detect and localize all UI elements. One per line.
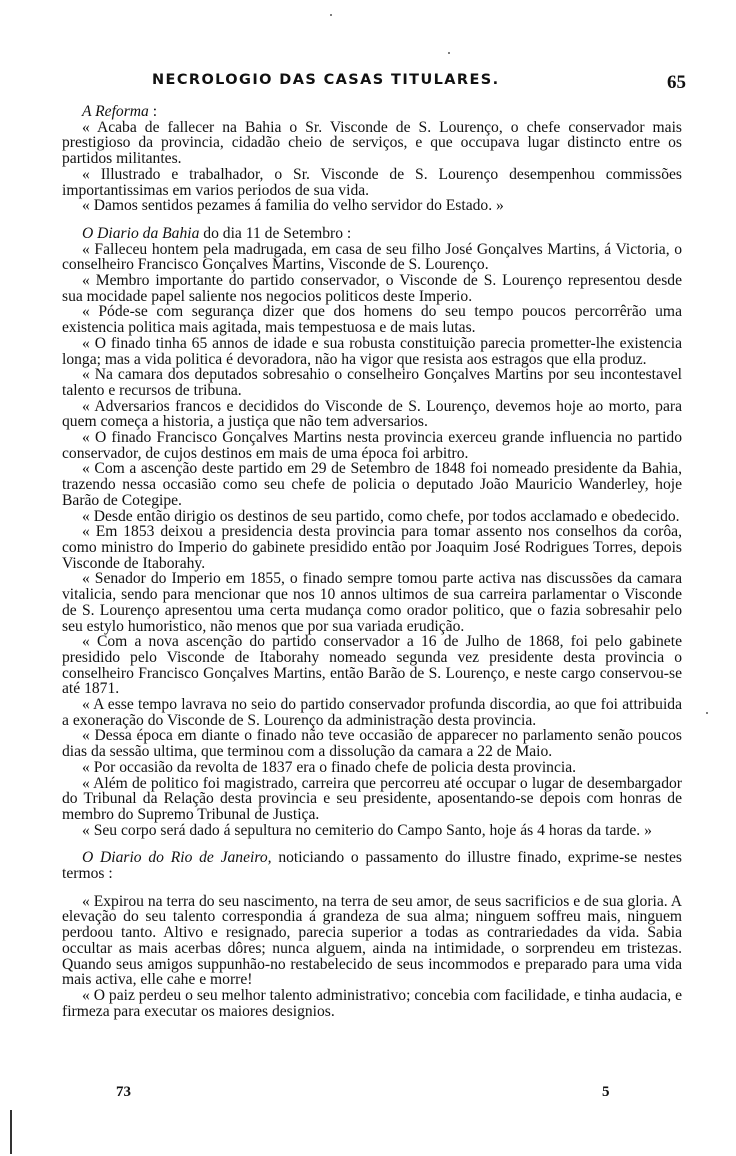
source-name: O Diario da Bahia — [82, 224, 200, 242]
quoted-paragraph — [62, 167, 682, 198]
paragraph-text: « Seu corpo será dado á sepultura no cemiterio do Campo Santo, hoje ás 4 horas da tarde. » — [82, 821, 652, 839]
source-name: A Reforma — [82, 103, 149, 120]
paragraph-text: « Desde então dirigio os destinos de seu partido, como chefe, por todos acclamado e obedecido. — [82, 507, 680, 525]
quoted-paragraph — [62, 524, 682, 571]
paragraph-text: « Na camara dos deputados sobresahio o conselheiro Gonçalves Martins por seu incontestavel talento e recursos de tribuna. — [62, 366, 682, 399]
quoted-paragraph — [62, 697, 682, 728]
quoted-paragraph — [62, 634, 682, 697]
quoted-paragraph — [62, 336, 682, 367]
article-body — [62, 100, 682, 1019]
paper-speck — [706, 712, 708, 714]
paragraph-text: « O paiz perdeu o seu melhor talento administrativo; concebia com facilidade, e tinha audacia, e firmeza para executar os maiores designios. — [62, 986, 682, 1020]
quoted-paragraph — [62, 988, 682, 1019]
paragraph-text: « Membro importante do partido conservador, o Visconde de S. Lourenço representou desde sua mocidade papel saliente nos negocios politicos deste Imperio. — [62, 272, 682, 305]
quoted-paragraph — [62, 120, 682, 167]
source-name: O Diario do Rio de Janeiro, — [82, 849, 272, 867]
source-intro-paragraph — [62, 850, 682, 881]
paragraph-text: « Acaba de fallecer na Bahia o Sr. Visconde de S. Lourenço, o chefe conservador mais prestigioso da provincia, cidadão cheio de serviços, e que occupava lugar distincto entre os partidos militantes. — [62, 118, 682, 168]
paragraph-text: « Illustrado e trabalhador, o Sr. Visconde de S. Lourenço desempenhou commissões importantissimas em varios periodos de sua vida. — [62, 165, 682, 199]
quoted-paragraph — [62, 399, 682, 430]
quoted-paragraph — [62, 823, 682, 839]
quoted-paragraph — [62, 273, 682, 304]
paragraph-text: « Além de politico foi magistrado, carreira que percorreu até occupar o lugar de desembargador do Tribunal da Relação desta provincia e seu presidente, aposentando-se depois com honras de membro do Supremo Tribunal de Justiça. — [62, 774, 682, 823]
quoted-paragraph — [62, 728, 682, 759]
paragraph-text: « Adversarios francos e decididos do Visconde de S. Lourenço, devemos hoje ao morto, para quem começa a historia, a justiça que não tem adversarios. — [62, 397, 682, 431]
paragraph-text: « Póde-se com segurança dizer que dos homens do seu tempo poucos percorrêrão uma existencia politica mais agitada, mais tempestuosa e de mais lutas. — [62, 303, 682, 337]
paragraph-text: « O finado Francisco Gonçalves Martins nesta provincia exerceu grande influencia no partido conservador, de cujos destinos em mais de uma época foi arbitro. — [62, 429, 682, 462]
quoted-paragraph — [62, 571, 682, 634]
quoted-paragraph — [62, 760, 682, 776]
paragraph-text: « Damos sentidos pezames á familia do velho servidor do Estado. » — [82, 197, 504, 215]
paragraph-text: « O finado tinha 65 annos de idade e sua robusta constituição parecia prometter-lhe existencia longa; mas a vida politica é devoradora, não ha vigor que resista aos estragos que ella produz. — [62, 334, 682, 368]
running-title: NECROLOGIO DAS CASAS TITULARES. — [152, 72, 500, 88]
quoted-paragraph — [62, 198, 682, 214]
signature-mark-right: 5 — [602, 1084, 610, 1100]
paragraph-text: : — [152, 103, 158, 120]
paragraph-text: do dia 11 de Setembro : — [203, 224, 352, 242]
quoted-paragraph — [62, 461, 682, 508]
margin-ink-mark — [10, 1110, 12, 1154]
quoted-paragraph — [62, 367, 682, 398]
paragraph-text: « Falleceu hontem pela madrugada, em casa de seu filho José Gonçalves Martins, á Victoria, o conselheiro Francisco Gonçalves Martins, Visconde de S. Lourenço. — [62, 240, 682, 274]
quoted-paragraph — [62, 776, 682, 823]
source-intro-paragraph — [62, 226, 682, 242]
paragraph-text: « Senador do Imperio em 1855, o finado sempre tomou parte activa nas discussões da camara vitalicia, sendo para mencionar que nos 10 annos ultimos de sua carreira parlamentar o Visconde de S. Lourenço apresentou uma certa mudança como orador politico, que o fazia sobresahir pelo seu estylo humoristico, não menos que por sua variada erudição. — [62, 570, 682, 635]
paragraph-text: « Expirou na terra do seu nascimento, na terra de seu amor, de seus sacrificios e de sua gloria. A elevação do seu talento correspondia á grandeza de sua alma; ninguem soffreu mais, ninguem perdoou tanto. Altivo e resignado, parecia superior a todas as contrariedades da vida. Sabia occultar as mais acerbas dôres; nunca alguem, ainda na intimidade, o sorprendeu em tristezas. Quando seus amigos suppunhão-no restabelecido de seus incommodos e preparado para uma vida mais activa, elle cahe e morre! — [62, 892, 682, 989]
paragraph-text: « Por occasião da revolta de 1837 era o finado chefe de policia desta provincia. — [82, 758, 577, 776]
paragraph-text: « Dessa época em diante o finado não teve occasião de apparecer no parlamento senão poucos dias da sessão ultima, que terminou com a dissolução da camara a 22 de Maio. — [62, 727, 682, 761]
paragraph-text: « Com a ascenção deste partido em 29 de Setembro de 1848 foi nomeado presidente da Bahia, trazendo nessa occasião como seu chefe de policia o deputado João Mauricio Wanderley, hoje Barão de Cotegipe. — [62, 460, 682, 509]
signature-mark-left: 73 — [116, 1084, 131, 1100]
page-number: 65 — [667, 72, 686, 93]
quoted-paragraph — [62, 242, 682, 273]
quoted-paragraph — [62, 430, 682, 461]
quoted-paragraph — [62, 894, 682, 988]
paragraph-text: « Em 1853 deixou a presidencia desta provincia para tomar assento nos conselhos da corôa, como ministro do Imperio do gabinete presidido então por Joaquim José Rodrigues Torres, depois Visconde de Itaborahy. — [62, 523, 682, 572]
quoted-paragraph — [62, 509, 682, 525]
page-footer — [62, 1084, 682, 1104]
quoted-paragraph — [62, 304, 682, 335]
paragraph-text: « Com a nova ascenção do partido conservador a 16 de Julho de 1868, foi pelo gabinete presidido pelo Visconde de Itaborahy nomeado segunda vez presidente desta provincia o conselheiro Francisco Gonçalves Martins, então Barão de S. Lourenço, e neste cargo conservou-se até 1871. — [62, 633, 682, 698]
paper-speck — [330, 14, 332, 16]
paper-speck — [448, 52, 450, 54]
paragraph-text: noticiando o passamento do illustre finado, exprime-se nestes termos : — [62, 849, 682, 883]
page-header — [60, 64, 686, 98]
paragraph-text: « A esse tempo lavrava no seio do partido conservador profunda discordia, ao que foi attribuida a exoneração do Visconde de S. Lourenço da administração desta provincia. — [62, 696, 682, 729]
source-intro-paragraph — [62, 104, 682, 120]
